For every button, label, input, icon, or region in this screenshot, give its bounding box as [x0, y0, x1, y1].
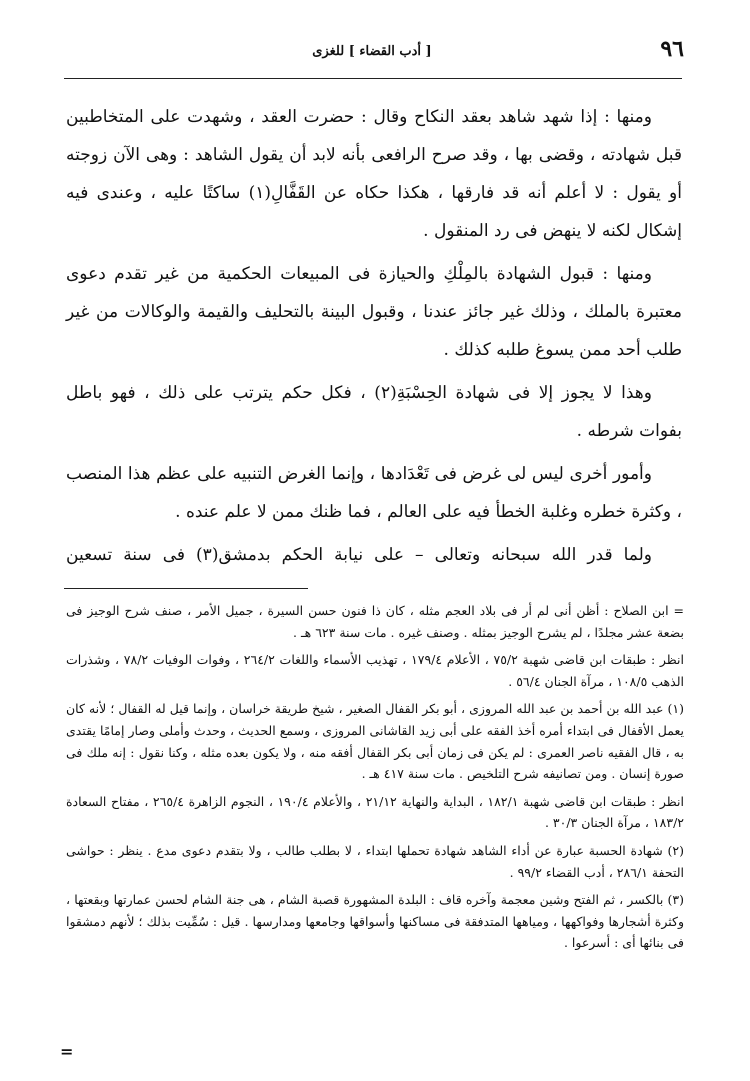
- main-text: [66, 98, 682, 574]
- footnote-sources: انظر : طبقات ابن قاضى شهبة ١٨٢/١ ، البداية والنهاية ٢١/١٢ ، والأعلام ١٩٠/٤ ، النجوم الزاهرة ٢٦٥/٤ ، مفتاح السعادة ١٨٣/٢ ، مرآة الجنان ٣٠/٣ .: [66, 793, 685, 831]
- continuation-mark: =: [60, 1042, 74, 1061]
- header-rule: [64, 78, 682, 79]
- paragraph: وأمور أخرى ليس لى غرض فى تَعْدَادها ، وإنما الغرض التنبيه على عظم هذا المنصب ، وكثرة خطره وغلبة الخطأ فيه على العالم ، فما ظنك ممن لا علم عنده .: [66, 464, 682, 522]
- footnote-2: (٢) شهادة الحسبة عبارة عن أداء الشاهد شهادة تحملها ابتداء ، لا بطلب طالب ، ولا بتقدم دعوى مدع . ينظر : حواشى التحفة ٢٨٦/١ ، أدب القضاء ٩٩/٢ .: [66, 842, 684, 880]
- footnote-3: (٣) بالكسر ، ثم الفتح وشين معجمة وآخره قاف : البلدة المشهورة قصبة الشام ، هى جنة الشام لحسن عمارتها وبقعتها ، وكثرة أشجارها وفواكهها ، ومياهها المتدفقة فى مساكنها وأسواقها وجامعها ومدارسها . قيل : سُمِّيت بذلك ؛ لأنهم دمشقوا فى بنائها أى : أسرعوا .: [66, 892, 684, 951]
- paragraph: ولما قدر الله سبحانه وتعالى – على نيابة الحكم بدمشق(٣) فى سنة تسعين: [66, 545, 653, 565]
- footnote-sources: انظر : طبقات ابن قاضى شهبة ٧٥/٢ ، الأعلام ١٧٩/٤ ، تهذيب الأسماء واللغات ٢٦٤/٢ ، وفوات الوفيات ٧٨/٢ ، وشذرات الذهب ١٠٨/٥ ، مرآة الجنان ٥٦/٤ .: [66, 652, 684, 689]
- paragraph: وهذا لا يجوز إلا فى شهادة الحِسْبَةِ(٢) ، فكل حكم يترتب على ذلك ، فهو باطل بفوات شرطه .: [66, 383, 682, 441]
- running-title: [ أدب القضاء ] للغزى: [312, 44, 432, 59]
- page-number: ٩٦: [660, 36, 684, 62]
- paragraph: ومنها : إذا شهد شاهد بعقد النكاح وقال : حضرت العقد ، وشهدت على المتخاطبين قبل شهادته ، وقضى بها ، وقد صرح الرافعى بأنه لابد أن يقول الشاهد : وهى الآن زوجته أو يقول : لا أعلم أنه قد فارقها ، هكذا حكاه عن القَفَّالِ(١) ساكتًا عليه ، وعندى فيه إشكال لكنه لا ينهض فى رد المنقول .: [66, 107, 682, 241]
- footnotes: [66, 600, 684, 954]
- footnote-1: (١) عبد الله بن أحمد بن عبد الله المروزى ، أبو بكر القفال الصغير ، شيخ طريقة خراسان ، وإنما قيل له القفال ؛ لأنه كان يعمل الأقفال فى ابتداء أمره أخذ الفقه على أبى زيد القاشانى المروزى ، وسمع الحديث ، وحدث وأملى وصار إمامًا يقتدى به ، قال الفقيه ناصر العمرى : لم يكن فى زمان أبى بكر القفال أفقه منه ، ولا يكون بعده مثله ، وكنا نقول : إنه ملك فى صورة إنسان . ومن تصانيفه شرح التلخيص . مات سنة ٤١٧ هـ .: [66, 701, 684, 782]
- footnote-continuation: = ابن الصلاح : أظن أنى لم أر فى بلاد العجم مثله ، كان ذا فنون حسن السيرة ، جميل الأمر ، صنف شرح الوجيز فى بضعة عشر مجلدًا ، لم يشرح الوجيز بمثله . وصنف غيره . مات سنة ٦٢٣ هـ .: [66, 603, 684, 640]
- paragraph: ومنها : قبول الشهادة بالمِلْكِ والحيازة فى المبيعات الحكمية من غير تقدم دعوى معتبرة بالملك ، وذلك غير جائز عندنا ، وقبول البينة بالتحليف والقيمة والوكالات من غير طلب أحد ممن يسوغ طلبه كذلك .: [66, 264, 682, 360]
- page-header: [60, 36, 684, 68]
- footnote-separator: [64, 588, 308, 589]
